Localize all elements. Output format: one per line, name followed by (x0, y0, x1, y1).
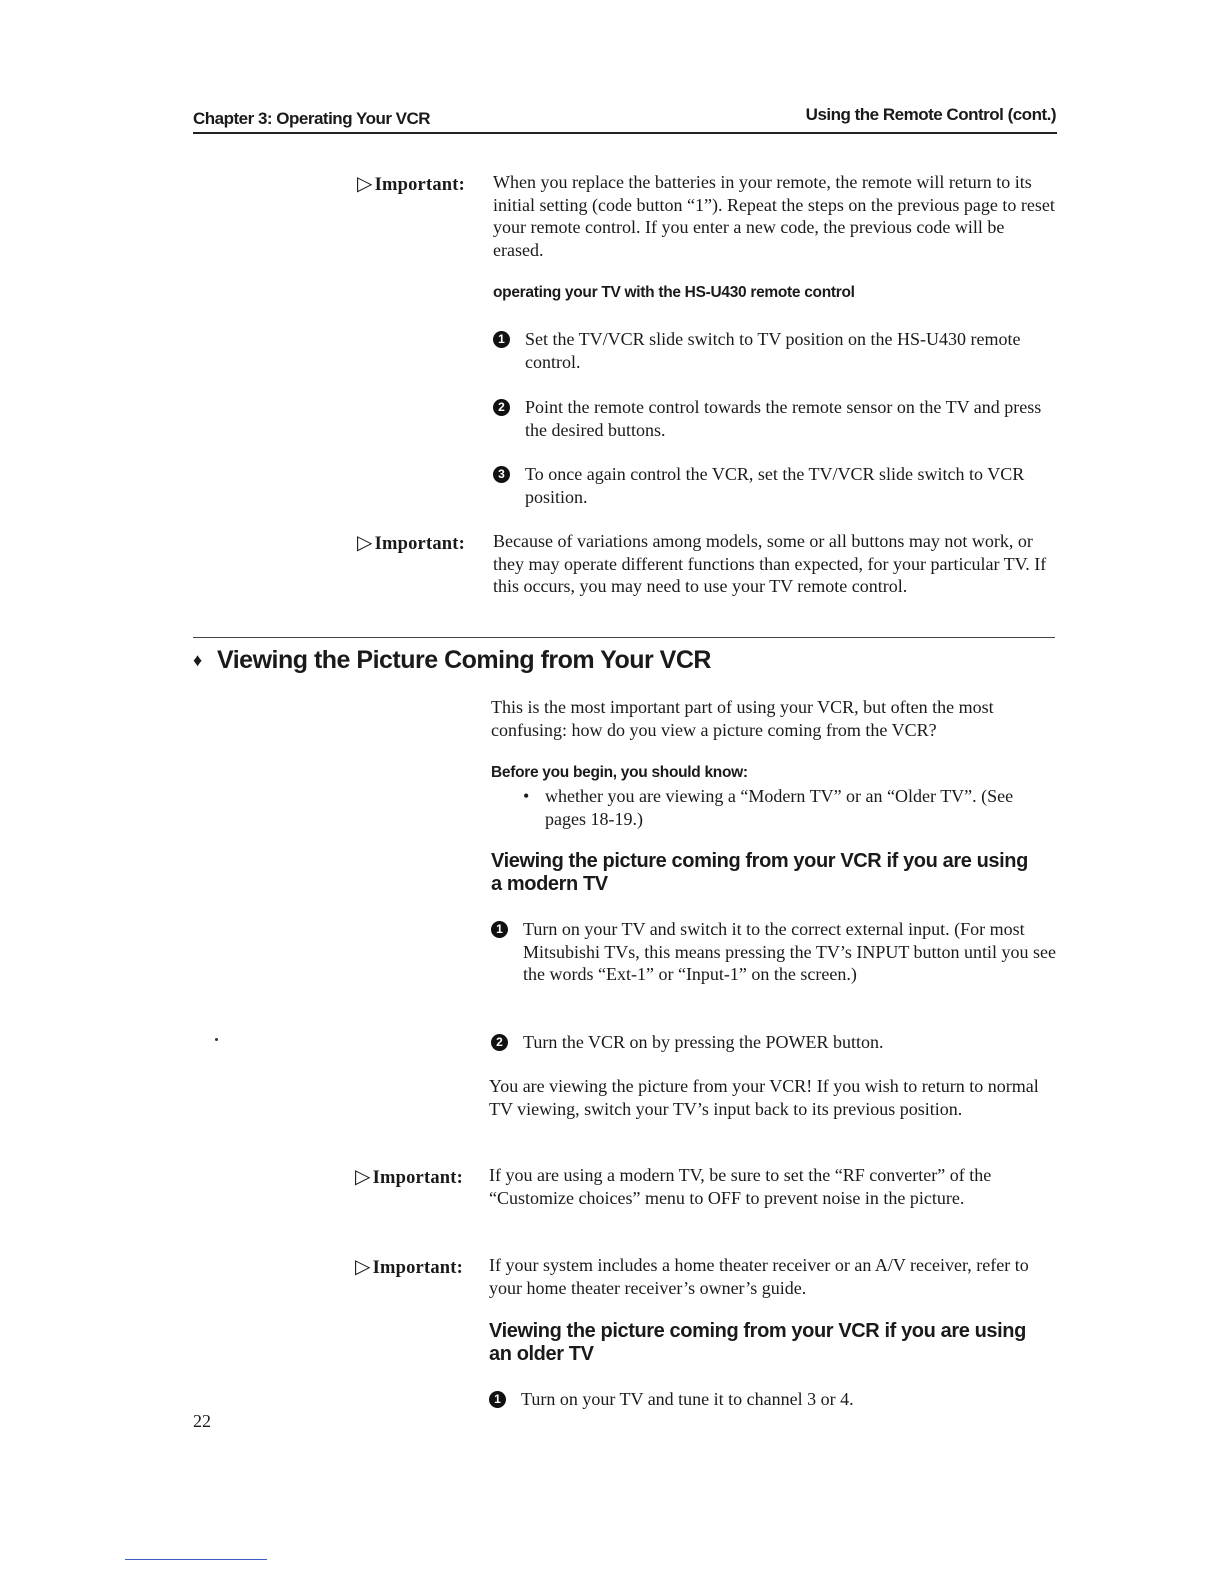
step-text: Point the remote control towards the remote sensor on the TV and press the desired buttons. (525, 397, 1042, 440)
step-text: Turn the VCR on by pressing the POWER button. (523, 1032, 884, 1052)
step-number-icon: 2 (493, 399, 510, 416)
step-number-icon: 3 (493, 466, 510, 483)
step-text: Set the TV/VCR slide switch to TV position on the HS-U430 remote control. (525, 329, 1021, 372)
header-divider (193, 132, 1057, 134)
bullet-icon: • (523, 786, 530, 806)
diamond-bullet-icon: ♦ (193, 650, 202, 670)
important-label: ▷ Important: (355, 1256, 463, 1278)
triangle-icon: ▷ (355, 1166, 371, 1188)
tv-step-1 (493, 328, 1058, 373)
section-title: ♦ Viewing the Picture Coming from Your VCR (193, 646, 711, 674)
tv-step-3 (493, 463, 1058, 508)
important-label: ▷ Important: (357, 532, 465, 554)
bullet-text: whether you are viewing a “Modern TV” or an “Older TV”. (See pages 18-19.) (545, 786, 1014, 829)
modern-step-1 (491, 918, 1056, 986)
page-number: 22 (193, 1411, 211, 1431)
triangle-icon: ▷ (357, 173, 373, 195)
section-divider (193, 637, 1055, 638)
important-note-variations: Because of variations among models, some or all buttons may not work, or they may operate different functions than expected, for your particular TV. If this occurs, you may need to use your TV remote control. (493, 531, 1047, 596)
older-tv-heading: Viewing the picture coming from your VCR if you are using an older TV (489, 1320, 1026, 1365)
older-step-1 (489, 1388, 1054, 1411)
important-label: ▷ Important: (355, 1166, 463, 1188)
modern-tv-heading: Viewing the picture coming from your VCR if you are using a modern TV (491, 850, 1028, 895)
step-text: Turn on your TV and switch it to the correct external input. (For most Mitsubishi TVs, this means pressing the TV’s INPUT button until you see the words “Ext-1” or “Input-1” on the screen.) (523, 919, 1057, 984)
section-intro: This is the most important part of using your VCR, but often the most confusing: how do you view a picture coming from the VCR? (491, 697, 994, 740)
before-you-begin-bullet (523, 785, 1043, 830)
step-text: To once again control the VCR, set the TV/VCR slide switch to VCR position. (525, 464, 1025, 507)
step-number-icon: 1 (491, 921, 508, 938)
triangle-icon: ▷ (357, 532, 373, 554)
step-text: Turn on your TV and tune it to channel 3 or 4. (521, 1389, 854, 1409)
tv-step-2 (493, 396, 1058, 441)
important-label: ▷ Important: (357, 173, 465, 195)
important-note-batteries: When you replace the batteries in your remote, the remote will return to its initial setting (code button “1”). Repeat the steps on the previous page to reset your remote control. If you enter a new code, the previous code will be erased. (493, 172, 1055, 260)
modern-step-2 (491, 1031, 1056, 1054)
scan-speck (215, 1038, 218, 1041)
footer-line (125, 1559, 267, 1560)
important-note-receiver: If your system includes a home theater receiver or an A/V receiver, refer to your home theater receiver’s owner’s guide. (489, 1255, 1029, 1298)
chapter-title: Chapter 3: Operating Your VCR (193, 109, 431, 128)
tv-remote-subhead: operating your TV with the HS-U430 remote control (493, 284, 855, 301)
modern-result: You are viewing the picture from your VCR! If you wish to return to normal TV viewing, switch your TV’s input back to its previous position. (489, 1076, 1039, 1119)
important-note-rf-converter: If you are using a modern TV, be sure to set the “RF converter” of the “Customize choices” menu to OFF to prevent noise in the picture. (489, 1165, 992, 1208)
triangle-icon: ▷ (355, 1256, 371, 1278)
step-number-icon: 1 (489, 1391, 506, 1408)
section-running-head: Using the Remote Control (cont.) (805, 105, 1056, 124)
step-number-icon: 2 (491, 1034, 508, 1051)
before-you-begin-label: Before you begin, you should know: (491, 764, 748, 781)
step-number-icon: 1 (493, 331, 510, 348)
